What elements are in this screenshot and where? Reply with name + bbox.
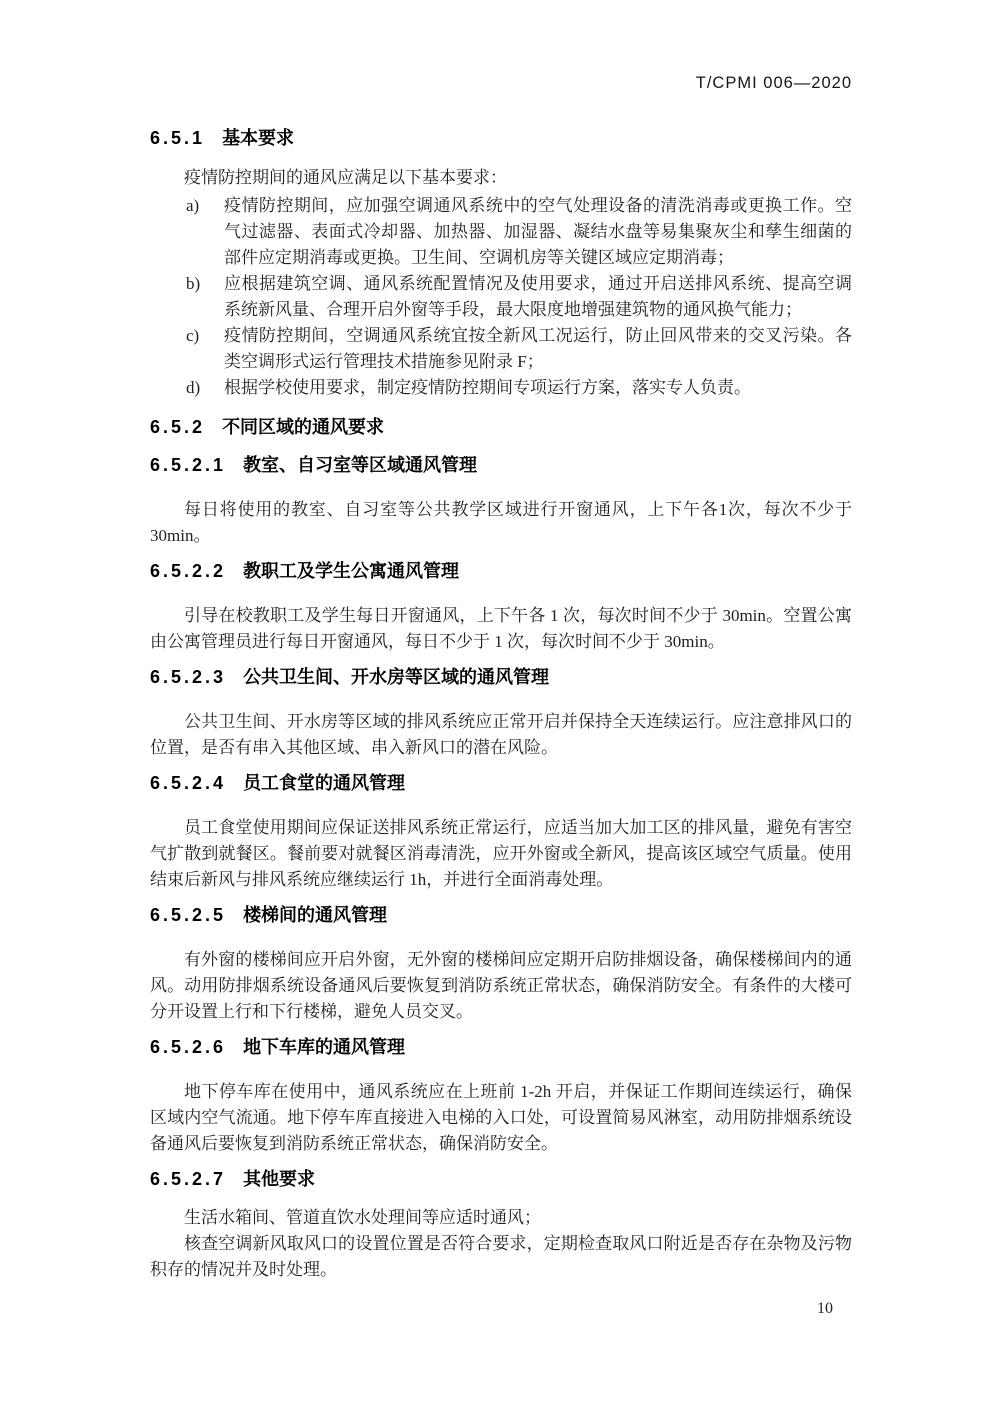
subsection-heading-6-5-2-3 [150, 665, 852, 689]
list-item-a [186, 193, 852, 271]
subsection-heading-6-5-2-5 [150, 903, 852, 927]
subsection-heading-6-5-2-4 [150, 771, 852, 795]
section-heading-6-5-2 [150, 415, 852, 439]
standard-code: T/CPMI 006—2020 [695, 74, 852, 92]
body-paragraph: 有外窗的楼梯间应开启外窗，无外窗的楼梯间应定期开启防排烟设备，确保楼梯间内的通风。动用防排烟系统设备通风后要恢复到消防系统正常状态，确保消防安全。有条件的大楼可分开设置上行和下行楼梯，避免人员交叉。 [150, 950, 852, 1021]
clause-title: 教职工及学生公寓通风管理 [243, 561, 460, 581]
clause-title: 基本要求 [222, 128, 295, 148]
clause-number: 6.5.2.5 [150, 905, 227, 925]
page-number: 10 [817, 1300, 833, 1317]
list-text: 根据学校使用要求，制定疫情防控期间专项运行方案，落实专人负责。 [224, 378, 751, 397]
clause-number: 6.5.2.1 [150, 455, 227, 475]
list-marker: c) [186, 326, 200, 345]
list-text: 疫情防控期间，应加强空调通风系统中的空气处理设备的清洗消毒或更换工作。空气过滤器、表面式冷却器、加热器、加湿器、凝结水盘等易集聚灰尘和孳生细菌的部件应定期消毒或更换。卫生间、空调机房等关键区域应定期消毒； [224, 196, 852, 267]
body-paragraph: 员工食堂使用期间应保证送排风系统正常运行，应适当加大加工区的排风量，避免有害空气扩散到就餐区。餐前要对就餐区消毒清洗，应开外窗或全新风，提高该区域空气质量。使用结束后新风与排风系统应继续运行 1h，并进行全面消毒处理。 [150, 818, 852, 889]
subsection-heading-6-5-2-1 [150, 453, 852, 477]
body-paragraph: 核查空调新风取风口的设置位置是否符合要求，定期检查取风口附近是否存在杂物及污物积存的情况并及时处理。 [150, 1234, 852, 1279]
list-marker: d) [186, 378, 201, 397]
intro-paragraph: 疫情防控期间的通风应满足以下基本要求： [184, 168, 507, 187]
page-header [150, 0, 852, 93]
clause-title: 公共卫生间、开水房等区域的通风管理 [243, 667, 550, 687]
clause-number: 6.5.2.3 [150, 667, 227, 687]
list-text: 疫情防控期间，空调通风系统宜按全新风工况运行，防止回风带来的交叉污染。各类空调形式运行管理技术措施参见附录 F； [224, 326, 852, 371]
clause-number: 6.5.2.2 [150, 561, 227, 581]
clause-number: 6.5.1 [150, 128, 206, 148]
clause-number: 6.5.2.7 [150, 1169, 227, 1189]
list-item-b [186, 271, 852, 323]
clause-title: 教室、自习室等区域通风管理 [243, 455, 478, 475]
page-content [150, 0, 852, 1283]
body-paragraph: 地下停车库在使用中，通风系统应在上班前 1-2h 开启，并保证工作期间连续运行，确保区域内空气流通。地下停车库直接进入电梯的入口处，可设置简易风淋室，动用防排烟系统设备通风后要恢复到消防系统正常状态，确保消防安全。 [150, 1082, 852, 1153]
clause-title: 员工食堂的通风管理 [243, 773, 406, 793]
clause-title: 地下车库的通风管理 [243, 1037, 406, 1057]
clause-number: 6.5.2.6 [150, 1037, 227, 1057]
list-marker: a) [186, 196, 200, 215]
list-text: 应根据建筑空调、通风系统配置情况及使用要求，通过开启送排风系统、提高空调系统新风量、合理开启外窗等手段，最大限度地增强建筑物的通风换气能力； [224, 274, 852, 319]
clause-number: 6.5.2 [150, 417, 206, 437]
subsection-heading-6-5-2-2 [150, 559, 852, 583]
clause-title: 楼梯间的通风管理 [243, 905, 388, 925]
clause-number: 6.5.2.4 [150, 773, 227, 793]
section-heading-6-5-1 [150, 126, 852, 150]
clause-title: 其他要求 [243, 1169, 316, 1189]
body-paragraph: 引导在校教职工及学生每日开窗通风，上下午各 1 次，每次时间不少于 30min。空置公寓由公寓管理员进行每日开窗通风，每日不少于 1 次，每次时间不少于 30min。 [150, 606, 852, 651]
subsection-heading-6-5-2-6 [150, 1035, 852, 1059]
body-paragraph: 公共卫生间、开水房等区域的排风系统应正常开启并保持全天连续运行。应注意排风口的位置，是否有串入其他区域、串入新风口的潜在风险。 [150, 712, 852, 757]
list-item-d [186, 375, 852, 401]
body-paragraph: 每日将使用的教室、自习室等公共教学区域进行开窗通风，上下午各1次，每次不少于30min。 [150, 500, 852, 545]
clause-title: 不同区域的通风要求 [222, 417, 385, 437]
list-marker: b) [186, 274, 201, 293]
subsection-heading-6-5-2-7 [150, 1167, 852, 1191]
requirement-list [150, 193, 852, 401]
list-item-c [186, 323, 852, 375]
body-paragraph: 生活水箱间、管道直饮水处理间等应适时通风； [184, 1208, 541, 1227]
